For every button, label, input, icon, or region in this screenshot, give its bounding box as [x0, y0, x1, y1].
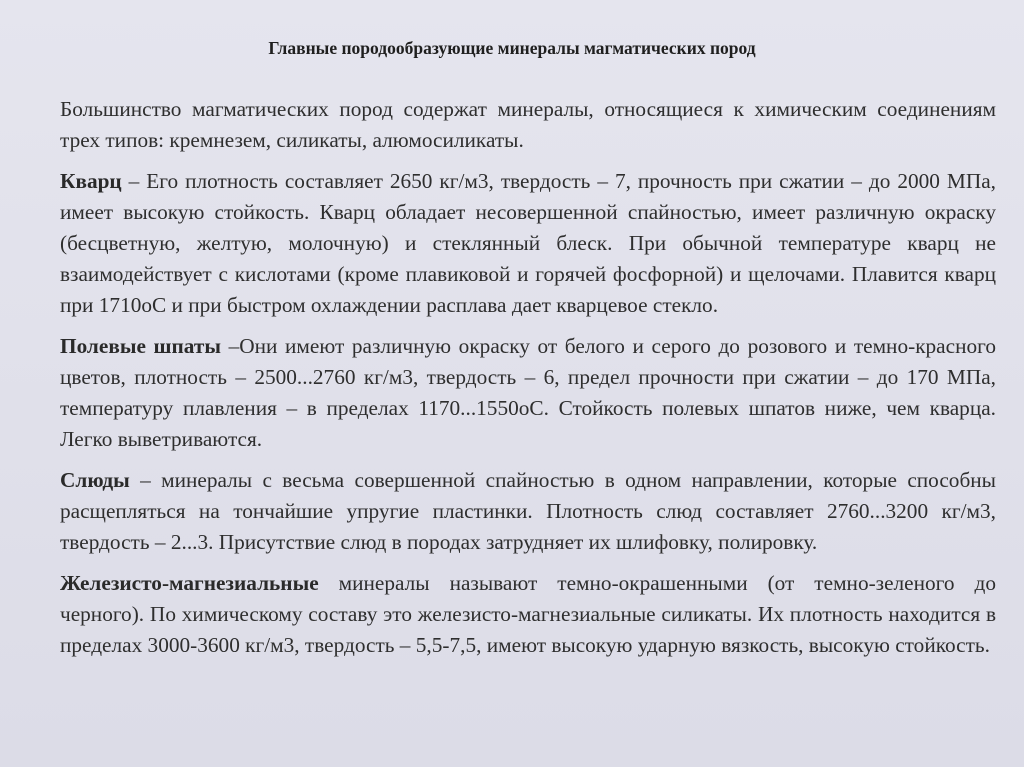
slide-content: [60, 94, 996, 671]
mineral-description: – Его плотность составляет 2650 кг/м3, твердость – 7, прочность при сжатии – до 2000 МПа, имеет высокую стойкость. Кварц обладает несовершенной спайностью, имеет различную окраску (бесцветную, желтую, молочную) и стеклянный блеск. При обычной температуре кварц не взаимодействует с кислотами (кроме плавиковой и горячей фосфорной) и щелочами. Плавится кварц при 1710оС и при быстром охлаждении расплава дает кварцевое стекло.: [60, 169, 996, 317]
mineral-description: – минералы с весьма совершенной спайностью в одном направлении, которые способны расщепляться на тончайшие упругие пластинки. Плотность слюд составляет 2760...3200 кг/м3, твердость – 2...3. Присутствие слюд в породах затрудняет их шлифовку, полировку.: [60, 468, 996, 554]
mineral-term: Полевые шпаты: [60, 334, 221, 358]
mineral-term: Кварц: [60, 169, 122, 193]
mineral-paragraph-feldspar: [60, 331, 996, 455]
mineral-paragraph-quartz: [60, 166, 996, 321]
mineral-paragraph-mica: [60, 465, 996, 558]
mineral-term: Железисто-магнезиальные: [60, 571, 319, 595]
intro-paragraph: Большинство магматических пород содержат минералы, относящиеся к химическим соединениям трех типов: кремнезем, силикаты, алюмосиликаты.: [60, 97, 996, 152]
mineral-description: –Они имеют различную окраску от белого и серого до розового и темно-красного цветов, плотность – 2500...2760 кг/м3, твердость – 6, предел прочности при сжатии – до 170 МПа, температуру плавления – в пределах 1170...1550оС. Стойкость полевых шпатов ниже, чем кварца. Легко выветриваются.: [60, 334, 996, 451]
mineral-term: Слюды: [60, 468, 130, 492]
mineral-paragraph-ferromagnesian: [60, 568, 996, 661]
mineral-description: минералы называют темно-окрашенными (от темно-зеленого до черного). По химическому составу это железисто-магнезиальные силикаты. Их плотность находится в пределах 3000-3600 кг/м3, твердость – 5,5-7,5, имеют высокую ударную вязкость, высокую стойкость.: [60, 571, 996, 657]
slide-title: Главные породообразующие минералы магматических пород: [268, 38, 756, 58]
